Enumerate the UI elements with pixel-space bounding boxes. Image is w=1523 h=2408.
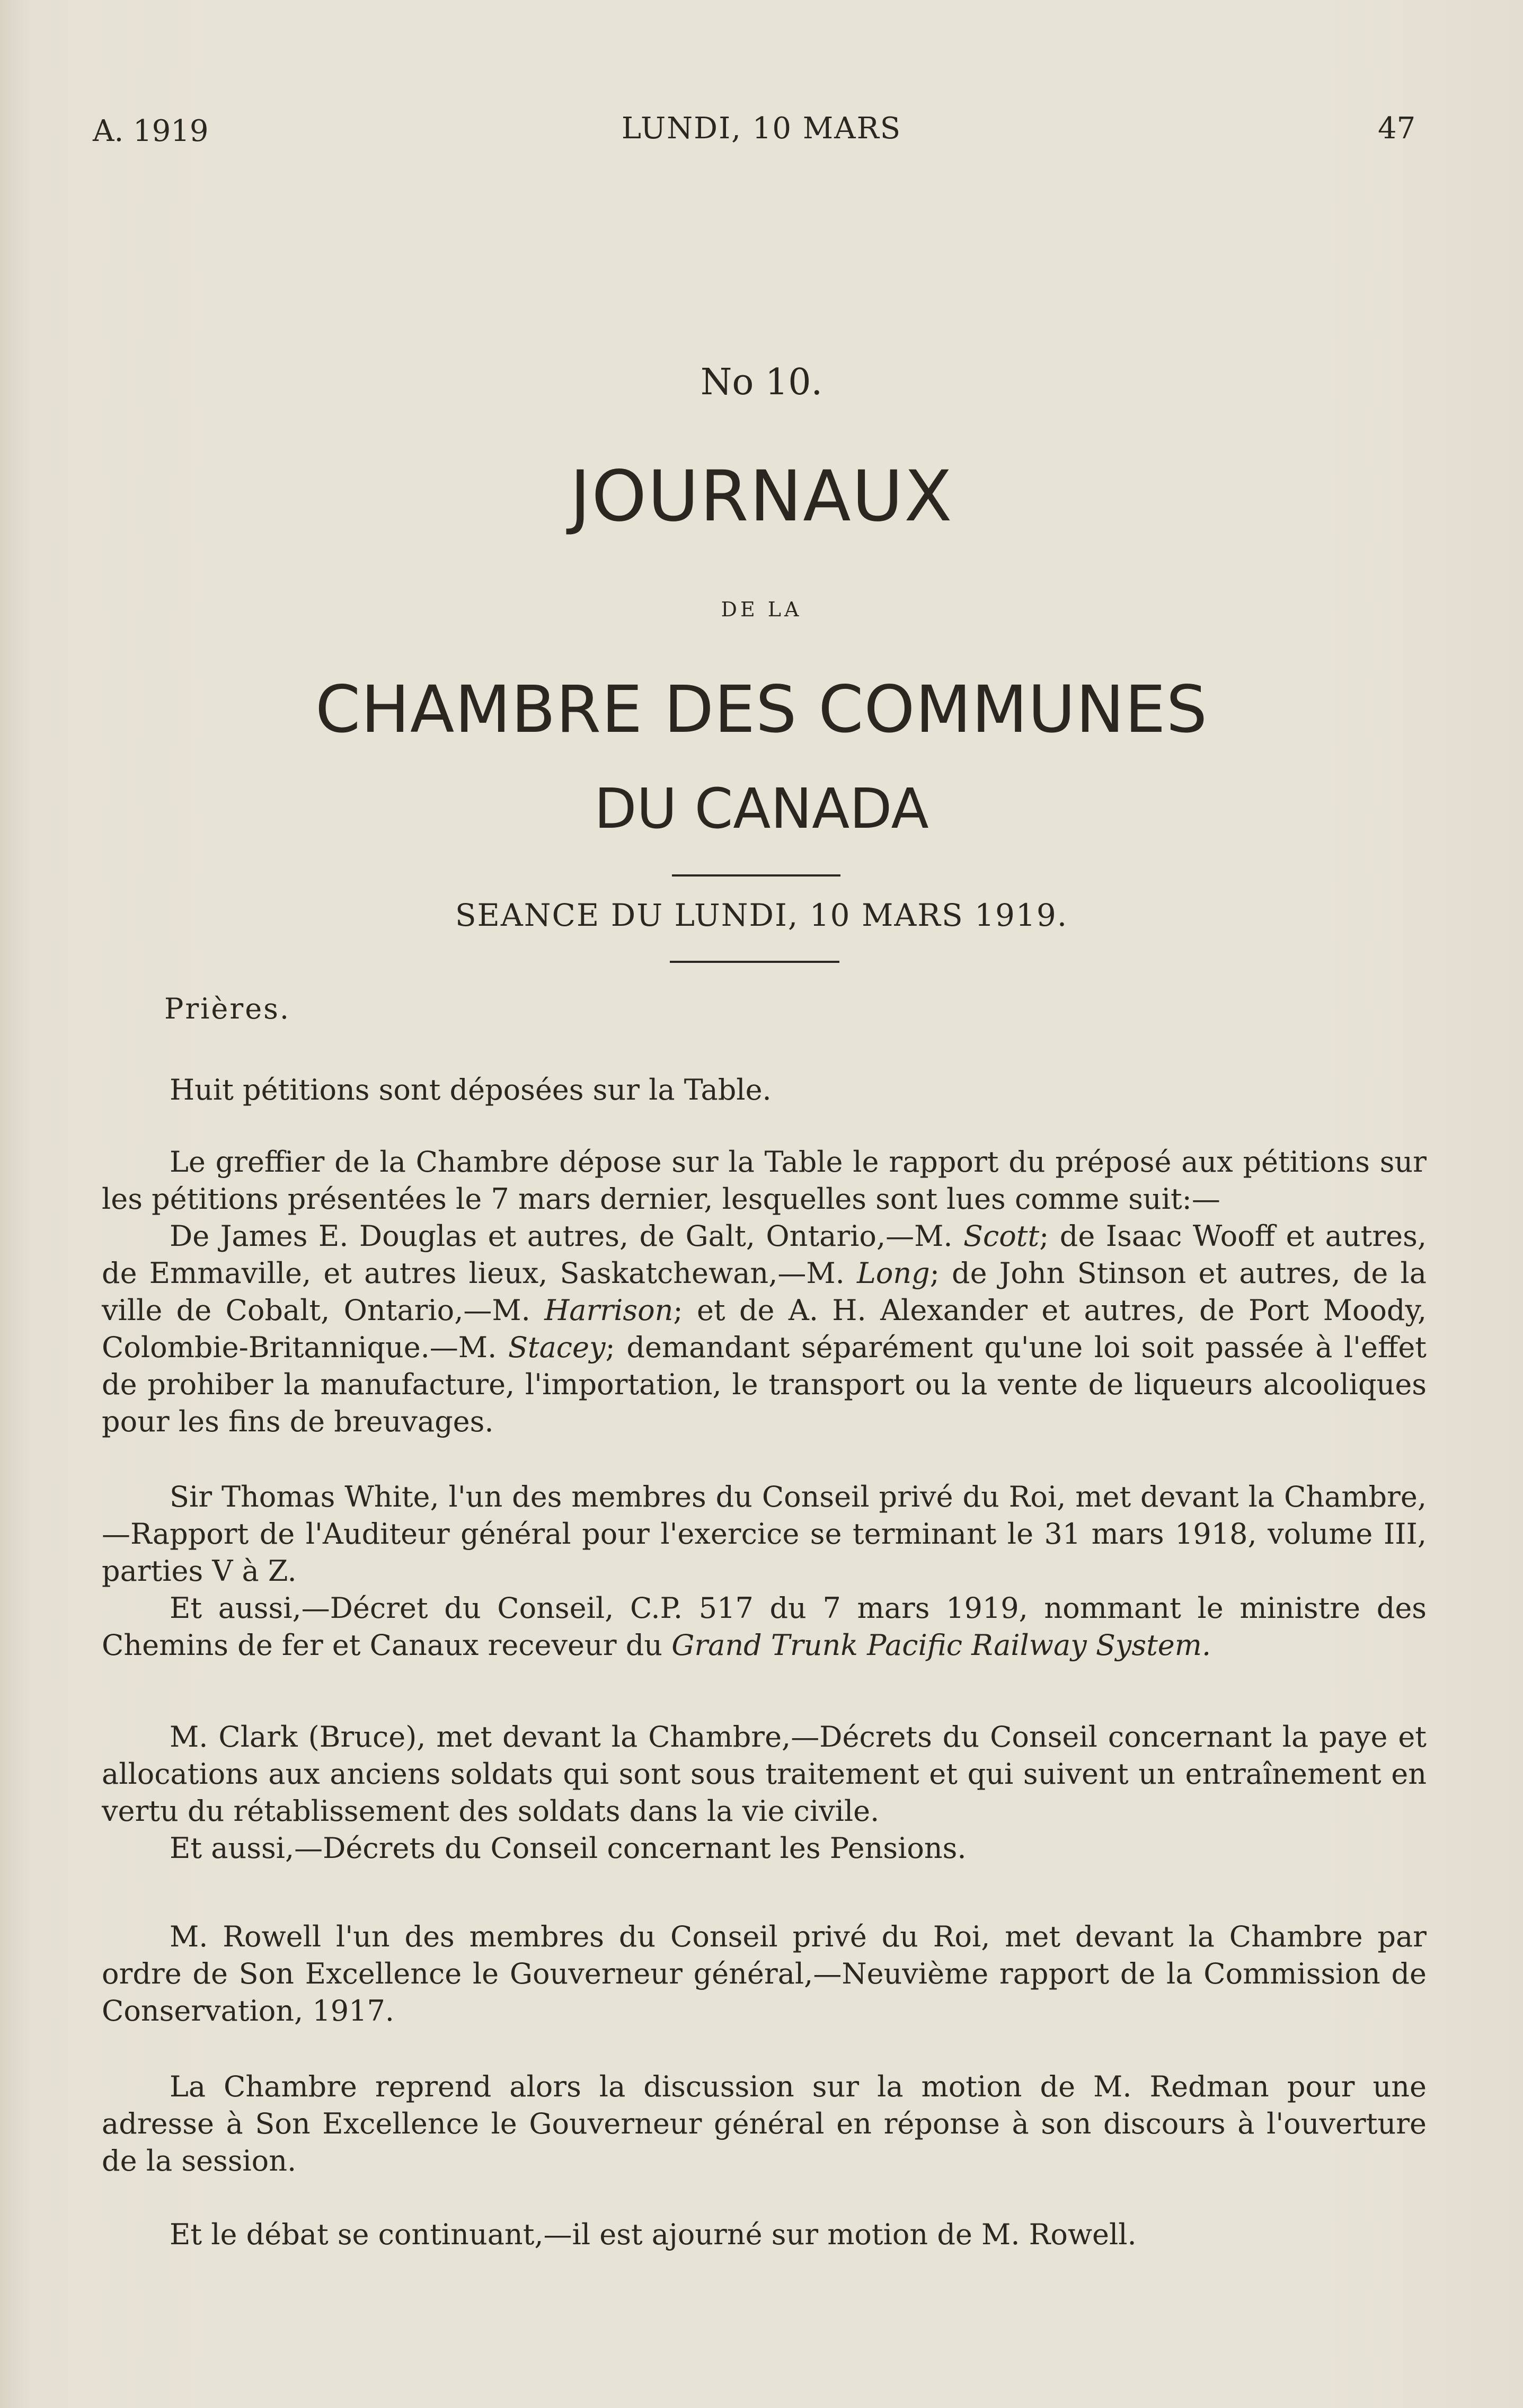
title-connector: DE LA [721,598,802,621]
paragraph-auditor-report [102,1479,1427,1664]
country-name: DU CANADA [594,776,929,841]
paragraph-text: La Chambre reprend alors la discussion sur la motion de M. Redman pour une adresse à Son Excellence le Gouverneur général en réponse à son discours à l'ouverture de la session. [102,2070,1427,2177]
paragraph-text: Et aussi,—Décret du Conseil, C.P. 517 du 7 mars 1919, nommant le ministre des Chemins de fer et Canaux receveur du Grand Trunk Pacific Railway System. [102,1591,1427,1662]
divider-top [672,874,840,877]
paragraph-debate [102,2068,1427,2180]
petition-list: De James E. Douglas et autres, de Galt, Ontario,—M. Scott; de Isaac Wooff et autres, de Emmaville, et autres lieux, Saskatchewan,—M. Long; de John Stinson et autres, de la ville de Cobalt, Ontario,—M. Harrison; et de A. H. Alexander et autres, de Port Moody, Colombie-Britannique.—M. Stacey; demandant séparément qu'une loi soit passée à l'effet de prohiber la manufacture, l'importation, le transport ou la vente de liqueurs alcooliques pour les fins de breuvages. [102,1219,1427,1438]
paragraph-text: Et aussi,—Décrets du Conseil concernant les Pensions. [170,1831,967,1865]
running-head-year: A. 1919 [93,114,209,148]
member-name: Long [856,1256,930,1290]
paragraph-clerk-report [102,1144,1427,1440]
paragraph-text: M. Clark (Bruce), met devant la Chambre,—Décrets du Conseil concernant la paye et allocations aux anciens soldats qui sont sous traitement et qui suivent un entraînement en vertu du rétablissement des soldats dans la vie civile. [102,1720,1427,1828]
prayers-heading: Prières. [164,992,291,1025]
paragraph-petitions [102,1072,1427,1109]
railway-name: Grand Trunk Pacific Railway System. [671,1628,1211,1662]
house-name: CHAMBRE DES COMMUNES [315,672,1208,747]
paragraph-text: Sir Thomas White, l'un des membres du Conseil privé du Roi, met devant la Chambre,—Rapport de l'Auditeur général pour l'exercice se terminant le 31 mars 1918, volume III, parties V à Z. [102,1480,1427,1588]
member-name: Harrison [544,1294,674,1327]
paragraph-rowell-report [102,1918,1427,2030]
page-title: JOURNAUX [570,456,953,537]
paragraph-text: Huit pétitions sont déposées sur la Table. [170,1073,772,1106]
paragraph-clark-decrees [102,1719,1427,1867]
member-name: Stacey [508,1331,606,1364]
divider-bottom [670,961,839,963]
paragraph-text: M. Rowell l'un des membres du Conseil privé du Roi, met devant la Chambre par ordre de Son Excellence le Gouverneur général,—Neuvième rapport de la Commission de Conservation, 1917. [102,1920,1427,2028]
member-name: Scott [963,1219,1040,1253]
paragraph-text: Le greffier de la Chambre dépose sur la Table le rapport du préposé aux pétitions sur les pétitions présentées le 7 mars dernier, lesquelles sont lues comme suit:— [102,1145,1427,1216]
paragraph-text: Et le débat se continuant,—il est ajourné sur motion de M. Rowell. [170,2218,1137,2251]
paragraph-adjournment [102,2216,1427,2253]
running-head-date: LUNDI, 10 MARS [621,111,902,146]
page-number: 47 [1378,111,1416,146]
session-heading: SEANCE DU LUNDI, 10 MARS 1919. [455,897,1068,933]
issue-number: No 10. [700,361,823,403]
